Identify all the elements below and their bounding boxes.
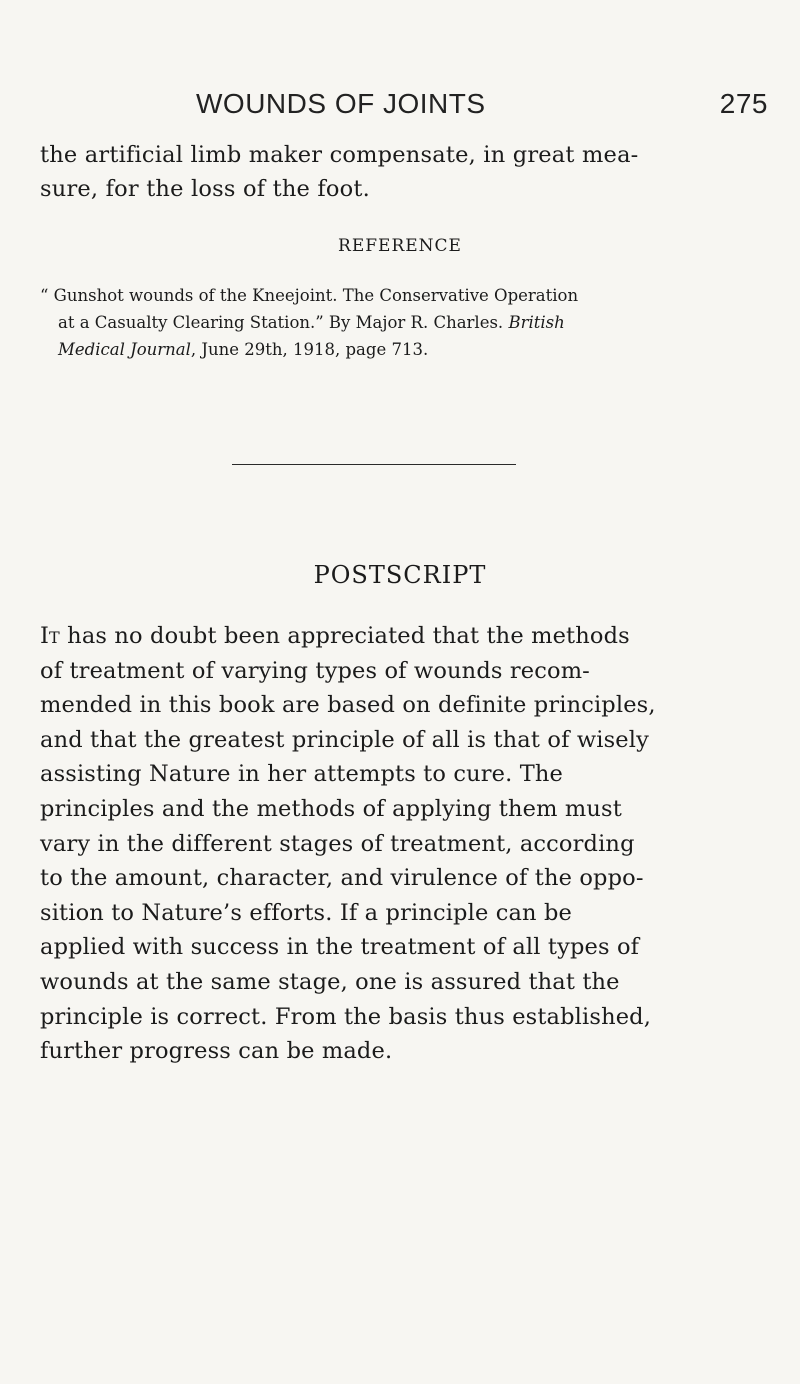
- postscript-line: further progress can be made.: [40, 1038, 393, 1065]
- running-head: [38, 88, 768, 128]
- continuation-line: sure, for the loss of the foot.: [40, 176, 371, 202]
- postscript-line: sition to Nature’s efforts. If a principle can be: [40, 899, 573, 926]
- continuation-paragraph: [40, 138, 762, 206]
- reference-heading: REFERENCE: [338, 236, 462, 256]
- reference-text: , June 29th, 1918, page 713.: [190, 340, 429, 359]
- page-number: 275: [719, 88, 768, 119]
- postscript-line: mended in this book are based on definite principles,: [40, 692, 656, 719]
- postscript-line: assisting Nature in her attempts to cure. The: [40, 761, 564, 788]
- postscript-line: wounds at the same stage, one is assured that the: [40, 968, 620, 995]
- chapter-title: WOUNDS OF JOINTS: [196, 88, 486, 119]
- reference-line: [40, 309, 762, 336]
- postscript-line: vary in the different stages of treatment, according: [40, 830, 635, 857]
- postscript-line: applied with success in the treatment of all types of: [40, 934, 640, 961]
- postscript-line: principles and the methods of applying them must: [40, 795, 622, 822]
- reference-line: “ Gunshot wounds of the Kneejoint. The Conservative Operation: [40, 286, 579, 305]
- journal-name: Medical Journal: [58, 340, 191, 359]
- postscript-line: to the amount, character, and virulence of the oppo-: [40, 865, 644, 892]
- postscript-line: [40, 619, 764, 654]
- first-word: It: [40, 623, 60, 649]
- postscript-line: principle is correct. From the basis thus established,: [40, 1003, 652, 1030]
- postscript-text: has no doubt been appreciated that the methods: [59, 623, 630, 649]
- reference-text: at a Casualty Clearing Station.” By Major R. Charles.: [58, 313, 509, 332]
- postscript-line: of treatment of varying types of wounds recom-: [40, 657, 590, 684]
- journal-name: British: [508, 313, 565, 332]
- postscript-line: and that the greatest principle of all is that of wisely: [40, 726, 649, 753]
- reference-line: [40, 336, 762, 363]
- continuation-line: the artificial limb maker compensate, in great mea-: [40, 142, 639, 168]
- reference-citation: [40, 282, 762, 363]
- postscript-heading: POSTSCRIPT: [313, 561, 487, 589]
- postscript-paragraph: [40, 619, 764, 1069]
- section-divider: [232, 464, 516, 465]
